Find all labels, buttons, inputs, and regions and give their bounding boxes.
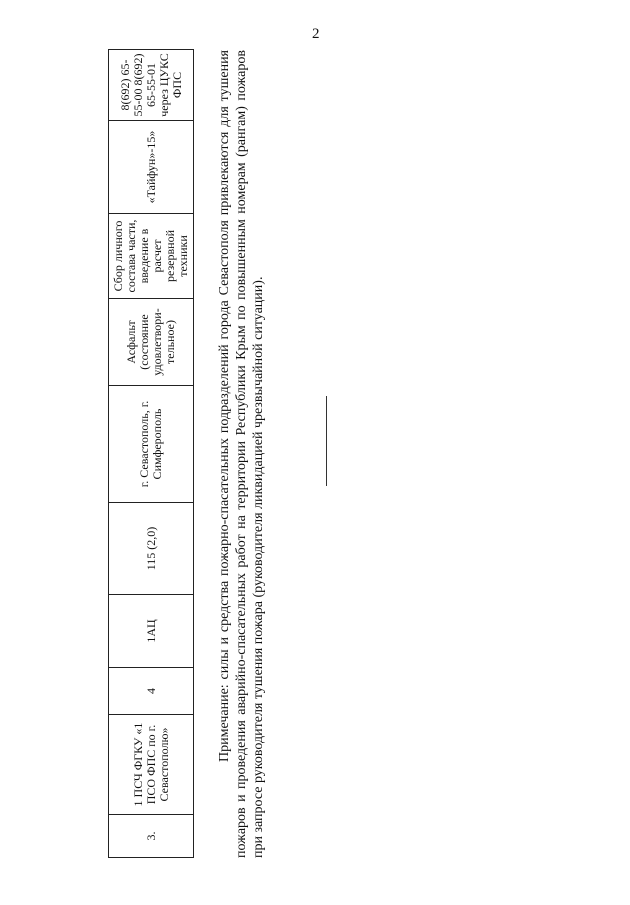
cell-callsign: «Тайфун»-15» [109, 121, 194, 214]
note-paragraph: Примечание: силы и средства пожарно-спасательных подразделений города Севастополя привлекаются для тушения пожаров и проведения аварийно-спасательных работ на территории Республики Крым по повышенным номерам (рангам) пожаров при запросе руководителя тушения пожара (руководителя ликвидацией чрезвычайной ситуации). [217, 50, 266, 858]
rotated-content [108, 50, 320, 858]
separator-line [326, 396, 327, 486]
table-row [109, 50, 194, 858]
cell-vehicle: 1АЦ [109, 595, 194, 668]
cell-route: г. Севастополь, г. Симферополь [109, 386, 194, 503]
cell-count: 4 [109, 668, 194, 715]
cell-road: Асфальт (состояние удовлетвори-тельное) [109, 299, 194, 386]
cell-number: 3. [109, 815, 194, 858]
cell-distance: 115 (2,0) [109, 503, 194, 595]
cell-phones: 8(692) 65-55-00 8(692) 65-55-01 через ЦУКС ФПС [109, 50, 194, 121]
cell-unit: 1 ПСЧ ФГКУ «1 ПСО ФПС по г. Севастополю» [109, 715, 194, 815]
page-number: 2 [312, 26, 320, 42]
separator [326, 50, 328, 858]
resource-table [108, 49, 194, 858]
cell-gathering: Сбор личного состава части, введение в расчет резервной техники [109, 214, 194, 299]
